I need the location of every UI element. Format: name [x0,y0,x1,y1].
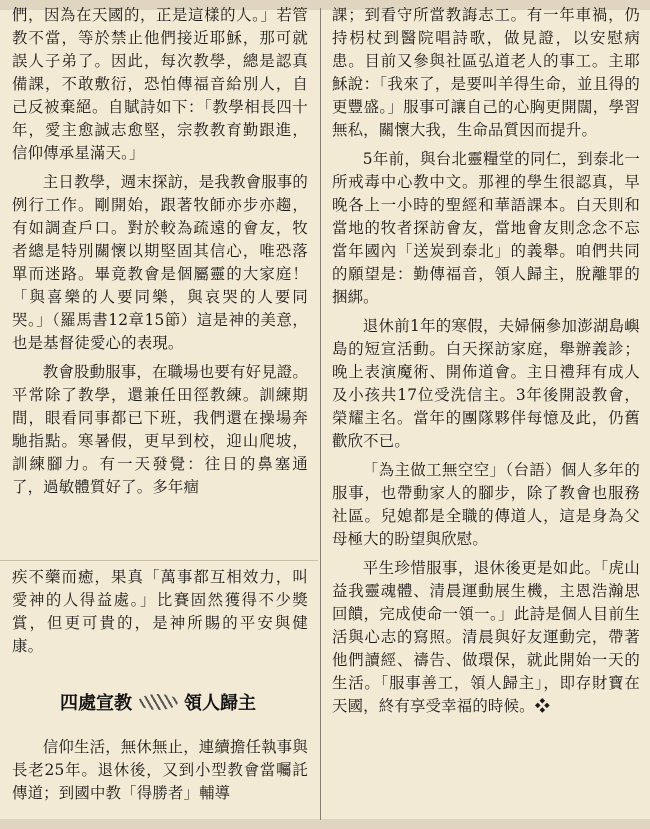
paragraph: 信仰生活，無休無止，連續擔任執事與長老25年。退休後，又到小型教會當囑託傳道；到國中教「得勝者」輔導 [12,738,308,802]
paragraph: 們，因為在天國的，正是這樣的人。」若管教不當，等於禁止他們接近耶穌，那可就誤人子弟了。因此，每次教學，總是認真備課，不敢敷衍，恐怕傳福音給別人，自己反被棄絕。自賦詩如下：「教學相長四十年，愛主愈誠志愈堅，宗教教育勤跟進，信仰傳承星滿天。」 [12,6,308,162]
subheading-right: 領人歸主 [184,693,256,714]
column-divider [320,8,321,820]
article-left-tail [12,566,308,664]
paragraph: 「為主做工無空空」（台語）個人多年的服事，也帶動家人的腳步，除了教會也服務社區。兒媳都是全職的傳道人，這是身為父母極大的盼望與欣慰。 [332,461,640,548]
wave-ornament-icon [138,694,178,710]
paragraph: 退休前1年的寒假，夫婦倆參加澎湖島嶼島的短宣活動。白天探訪家庭，舉辦義診；晚上表演魔術、開佈道會。主日禮拜有成人及小孩共17位受洗信主。3年後開設教會，榮耀主名。當年的團隊夥伴每憶及此，仍舊歡欣不已。 [332,317,640,450]
paragraph: 教會股動服事，在職場也要有好見證。平常除了教學，還兼任田徑教練。訓練期間，眼看同事都已下班，我們還在操場奔馳指點。寒暑假，更早到校，迎山爬坡，訓練腳力。有一天發覺：往日的鼻塞通了，過敏體質好了。多年痼 [12,363,308,496]
subheading-left: 四處宣教 [60,693,132,714]
paragraph: 平生珍惜服事，退休後更是如此。「虎山益我靈魂體、清晨運動展生機，主恩浩瀚思回饋，完成使命一領一。」此詩是個人目前生活與心志的寫照。清晨與好友運動完，帶著他們讀經、禱告、做環保，就此開始一天的生活。「服事善工，領人歸主」，即存財寶在天國，終有享受幸福的時候。❖ [332,559,640,715]
article-left-column [12,4,308,505]
fold-line [0,560,318,561]
paragraph: 5年前，與台北靈糧堂的同仁，到泰北一所戒毒中心教中文。那裡的學生很認真，早晚各上一小時的聖經和華語課本。白天則和當地的牧者探訪會友，當地會友則念念不忘當年國內「送炭到泰北」的義舉。咱們共同的願望是：勤傳福音，領人歸主，脫離罪的捆綁。 [332,150,640,306]
section-subheading [18,680,298,724]
paragraph: 主日教學，週末探訪，是我教會服事的例行工作。剛開始，跟著牧師亦步亦趨，有如調查戶口。對於較為疏遠的會友，牧者總是特別關懷以期堅固其信心，唯恐落單而迷路。畢竟教會是個屬靈的大家庭！「與喜樂的人要同樂，與哀哭的人要同哭。」（羅馬書12章15節）這是神的美意，也是基督徒愛心的表現。 [12,173,308,352]
article-right-column [332,4,640,724]
paragraph: 疾不藥而癒，果真「萬事都互相效力，叫愛神的人得益處。」比賽固然獲得不少獎賞，但更可貴的，是神所賜的平安與健康。 [12,568,308,655]
paragraph: 課；到看守所當教誨志工。有一年車禍，仍持枴杖到醫院唱詩歌，做見證，以安慰病患。目前又參與社區弘道老人的事工。主耶穌說：「我來了，是要叫羊得生命，並且得的更豐盛。」服事可讓自己的心胸更開闊，學習無私，關懷大我，生命品質因而提升。 [332,6,640,139]
article-left-tail2 [12,736,308,811]
